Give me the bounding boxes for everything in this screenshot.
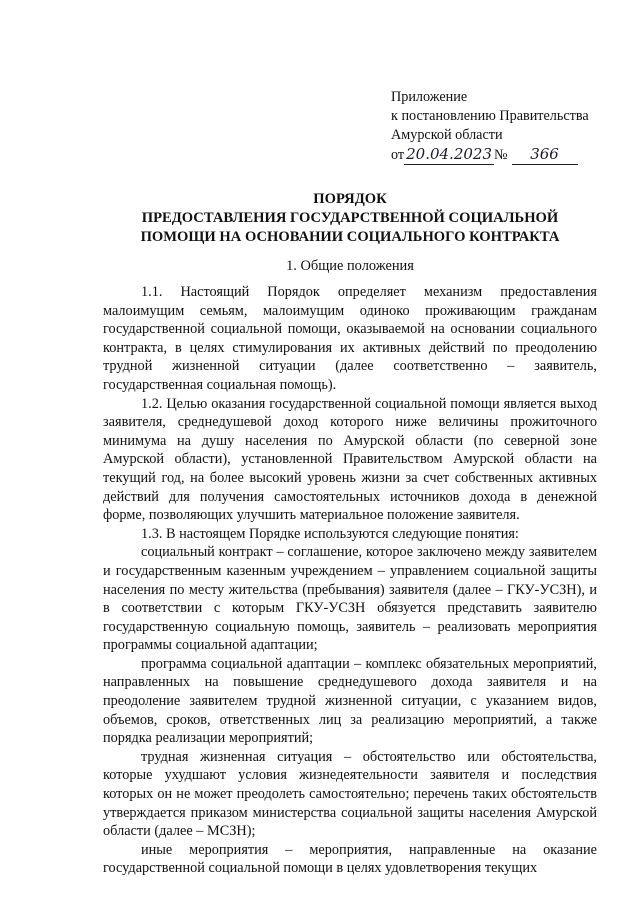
number-sign: №	[494, 147, 508, 163]
document-body	[103, 283, 597, 878]
definition-other-measures: иные мероприятия – мероприятия, направленные на оказание государственной социальной помощи в целях удовлетворения текущих	[103, 841, 597, 877]
title-line-3: ПОМОЩИ НА ОСНОВАНИИ СОЦИАЛЬНОГО КОНТРАКТА	[140, 229, 560, 245]
ot-prefix: от	[391, 147, 405, 163]
handwritten-date: 20.04.2023	[406, 145, 492, 163]
paragraph-1-3: 1.3. В настоящем Порядке используются следующие понятия:	[141, 525, 519, 542]
appendix-line-1: Приложение	[391, 89, 468, 105]
definition-difficult-situation: трудная жизненная ситуация – обстоятельство или обстоятельства, которые ухудшают условия жизнедеятельности заявителя и последствия которых он не может преодолеть самостоятельно; перечень таких обстоятельств утверждается приказом министерства социальной защиты населения Амурской области (далее – МСЗН);	[103, 748, 597, 840]
decree-date-number-line	[391, 145, 621, 165]
appendix-line-2: к постановлению Правительства	[391, 108, 589, 124]
title-line-1: ПОРЯДОК	[313, 191, 387, 207]
definition-adaptation-program: программа социальной адаптации – комплекс обязательных мероприятий, направленных на повышение среднедушевого дохода заявителя и на преодоление заявителем трудной жизненной ситуации, с указанием видов, объемов, сроков, ответственных лиц за реализацию мероприятий, а также порядка реализации мероприятий;	[103, 655, 597, 747]
paragraph-1-2: 1.2. Целью оказания государственной социальной помощи является выход заявителя, среднедушевой доход которого ниже величины прожиточного минимума на душу населения по Амурской области (по северной зоне Амурской области), установленной Правительством Амурской области на текущий год, на более высокий уровень жизни за счет собственных активных действий для получения самостоятельных источников дохода в денежной форме, позволяющих улучшить материальное положение заявителя.	[103, 395, 597, 524]
document-title	[100, 190, 600, 247]
section-heading: 1. Общие положения	[286, 258, 414, 274]
handwritten-number: 366	[512, 145, 578, 165]
paragraph-1-1: 1.1. Настоящий Порядок определяет механизм предоставления малоимущим семьям, малоимущим одиноко проживающим гражданам государственной социальной помощи, оказываемой на основании социального контракта, в целях стимулирования их активных действий по преодолению трудной жизненной ситуации (далее соответственно – заявитель, государственная социальная помощь).	[103, 284, 597, 393]
definition-social-contract: социальный контракт – соглашение, которое заключено между заявителем и государственным казенным учреждением – управлением социальной защиты населения по месту жительства (пребывания) заявителя (далее – ГКУ-УСЗН), и в соответствии с которым ГКУ-УСЗН обязуется представить заявителю государственную социальную помощь, заявитель – реализовать мероприятия программы социальной адаптации;	[103, 544, 597, 654]
title-line-2: ПРЕДОСТАВЛЕНИЯ ГОСУДАРСТВЕННОЙ СОЦИАЛЬНОЙ	[141, 210, 559, 226]
appendix-line-3: Амурской области	[391, 127, 503, 143]
appendix-block	[391, 88, 621, 165]
